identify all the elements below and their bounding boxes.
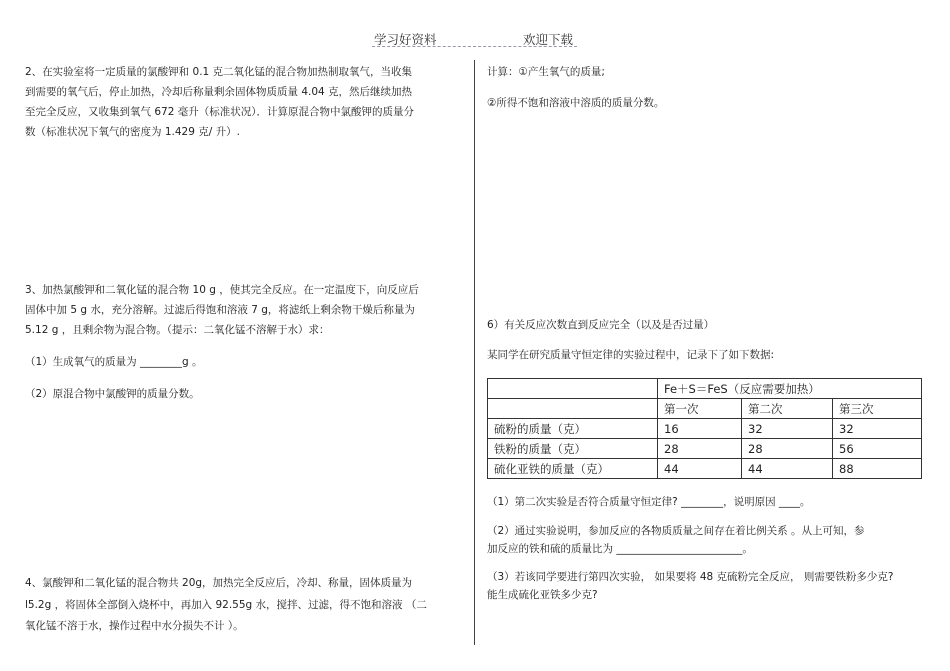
- table-cell: 16: [658, 419, 742, 439]
- table-cell: 28: [742, 439, 833, 459]
- table-cell: 88: [833, 459, 922, 479]
- table-empty-cell: [488, 399, 658, 419]
- table-header-row: [488, 379, 922, 399]
- q3-line-3: 5.12 g ，且剩余物为混合物。（提示：二氧化锰不溶解于水）求：: [25, 324, 330, 336]
- section-6-intro: 某同学在研究质量守恒定律的实验过程中，记录下了如下数据:: [487, 349, 775, 361]
- reaction-equation: Fe＋S＝FeS（反应需要加热）: [658, 379, 922, 399]
- table-corner-cell: [488, 379, 658, 399]
- page-header: [372, 30, 577, 47]
- column-divider: [474, 60, 475, 645]
- q3-sub-1: （1）生成氧气的质量为 ________g 。: [25, 356, 203, 368]
- question-1: （1）第二次实验是否符合质量守恒定律? ________，说明原因 ____。: [487, 496, 811, 508]
- col-trial-2: 第二次: [742, 399, 833, 419]
- q2-line-3: 至完全反应，又收集到氧气 672 毫升（标准状况）．计算原混合物中氯酸钾的质量分: [25, 106, 414, 118]
- question-2-line-1: （2）通过实验说明，参加反应的各物质质量之间存在着比例关系 。从上可知，参: [487, 525, 865, 537]
- col-trial-1: 第一次: [658, 399, 742, 419]
- q2-line-1: 2、在实验室将一定质量的氯酸钾和 0.1 克二氧化锰的混合物加热制取氧气，当收集: [25, 66, 413, 78]
- header-right-text: 欢迎下载: [523, 32, 574, 47]
- calc-line-1: 计算：①产生氧气的质量;: [487, 66, 605, 78]
- table-cell: 28: [658, 439, 742, 459]
- q2-line-2: 到需要的氧气后，停止加热，冷却后称量剩余固体物质质量 4.04 克，然后继续加热: [25, 86, 413, 98]
- q2-line-4: 数（标准状况下氧气的密度为 1.429 克/ 升）.: [25, 126, 240, 138]
- table-row: [488, 439, 922, 459]
- section-6-title: 6）有关反应次数直到反应完全（以及是否过量）: [487, 319, 715, 331]
- row-label: 硫化亚铁的质量（克）: [488, 459, 658, 479]
- row-label: 铁粉的质量（克）: [488, 439, 658, 459]
- q4-line-1: 4、氯酸钾和二氧化锰的混合物共 20g，加热完全反应后，冷却、称量，固体质量为: [25, 577, 413, 589]
- table-cell: 44: [742, 459, 833, 479]
- question-3-line-1: （3）若该同学要进行第四次实验， 如果要将 48 克硫粉完全反应， 则需要铁粉多少克?: [487, 571, 894, 583]
- table-row: [488, 419, 922, 439]
- row-label: 硫粉的质量（克）: [488, 419, 658, 439]
- table-row: [488, 459, 922, 479]
- question-2-line-2: 加反应的铁和硫的质量比为 ________________________。: [487, 543, 753, 555]
- experiment-data-table: [487, 378, 922, 479]
- q3-line-2: 固体中加 5 g 水，充分溶解。过滤后得饱和溶液 7 g，将滤纸上剩余物干燥后称量为: [25, 304, 415, 316]
- table-cell: 32: [833, 419, 922, 439]
- table-column-row: [488, 399, 922, 419]
- calc-line-2: ②所得不饱和溶液中溶质的质量分数。: [487, 97, 665, 109]
- question-3-line-2: 能生成硫化亚铁多少克?: [487, 589, 598, 601]
- q3-sub-2: （2）原混合物中氯酸钾的质量分数。: [25, 388, 200, 400]
- header-left-text: 学习好资料: [374, 32, 437, 47]
- col-trial-3: 第三次: [833, 399, 922, 419]
- table-cell: 32: [742, 419, 833, 439]
- q3-line-1: 3、加热氯酸钾和二氧化锰的混合物 10 g ，使其完全反应。在一定温度下，向反应后: [25, 284, 419, 296]
- table-cell: 44: [658, 459, 742, 479]
- table-cell: 56: [833, 439, 922, 459]
- q4-line-3: 氧化锰不溶于水，操作过程中水分损失不计 ）。: [25, 620, 244, 632]
- q4-line-2: l5.2g ，将固体全部倒入烧杯中，再加入 92.55g 水，搅拌、过滤，得不饱和溶液 （二: [25, 599, 427, 611]
